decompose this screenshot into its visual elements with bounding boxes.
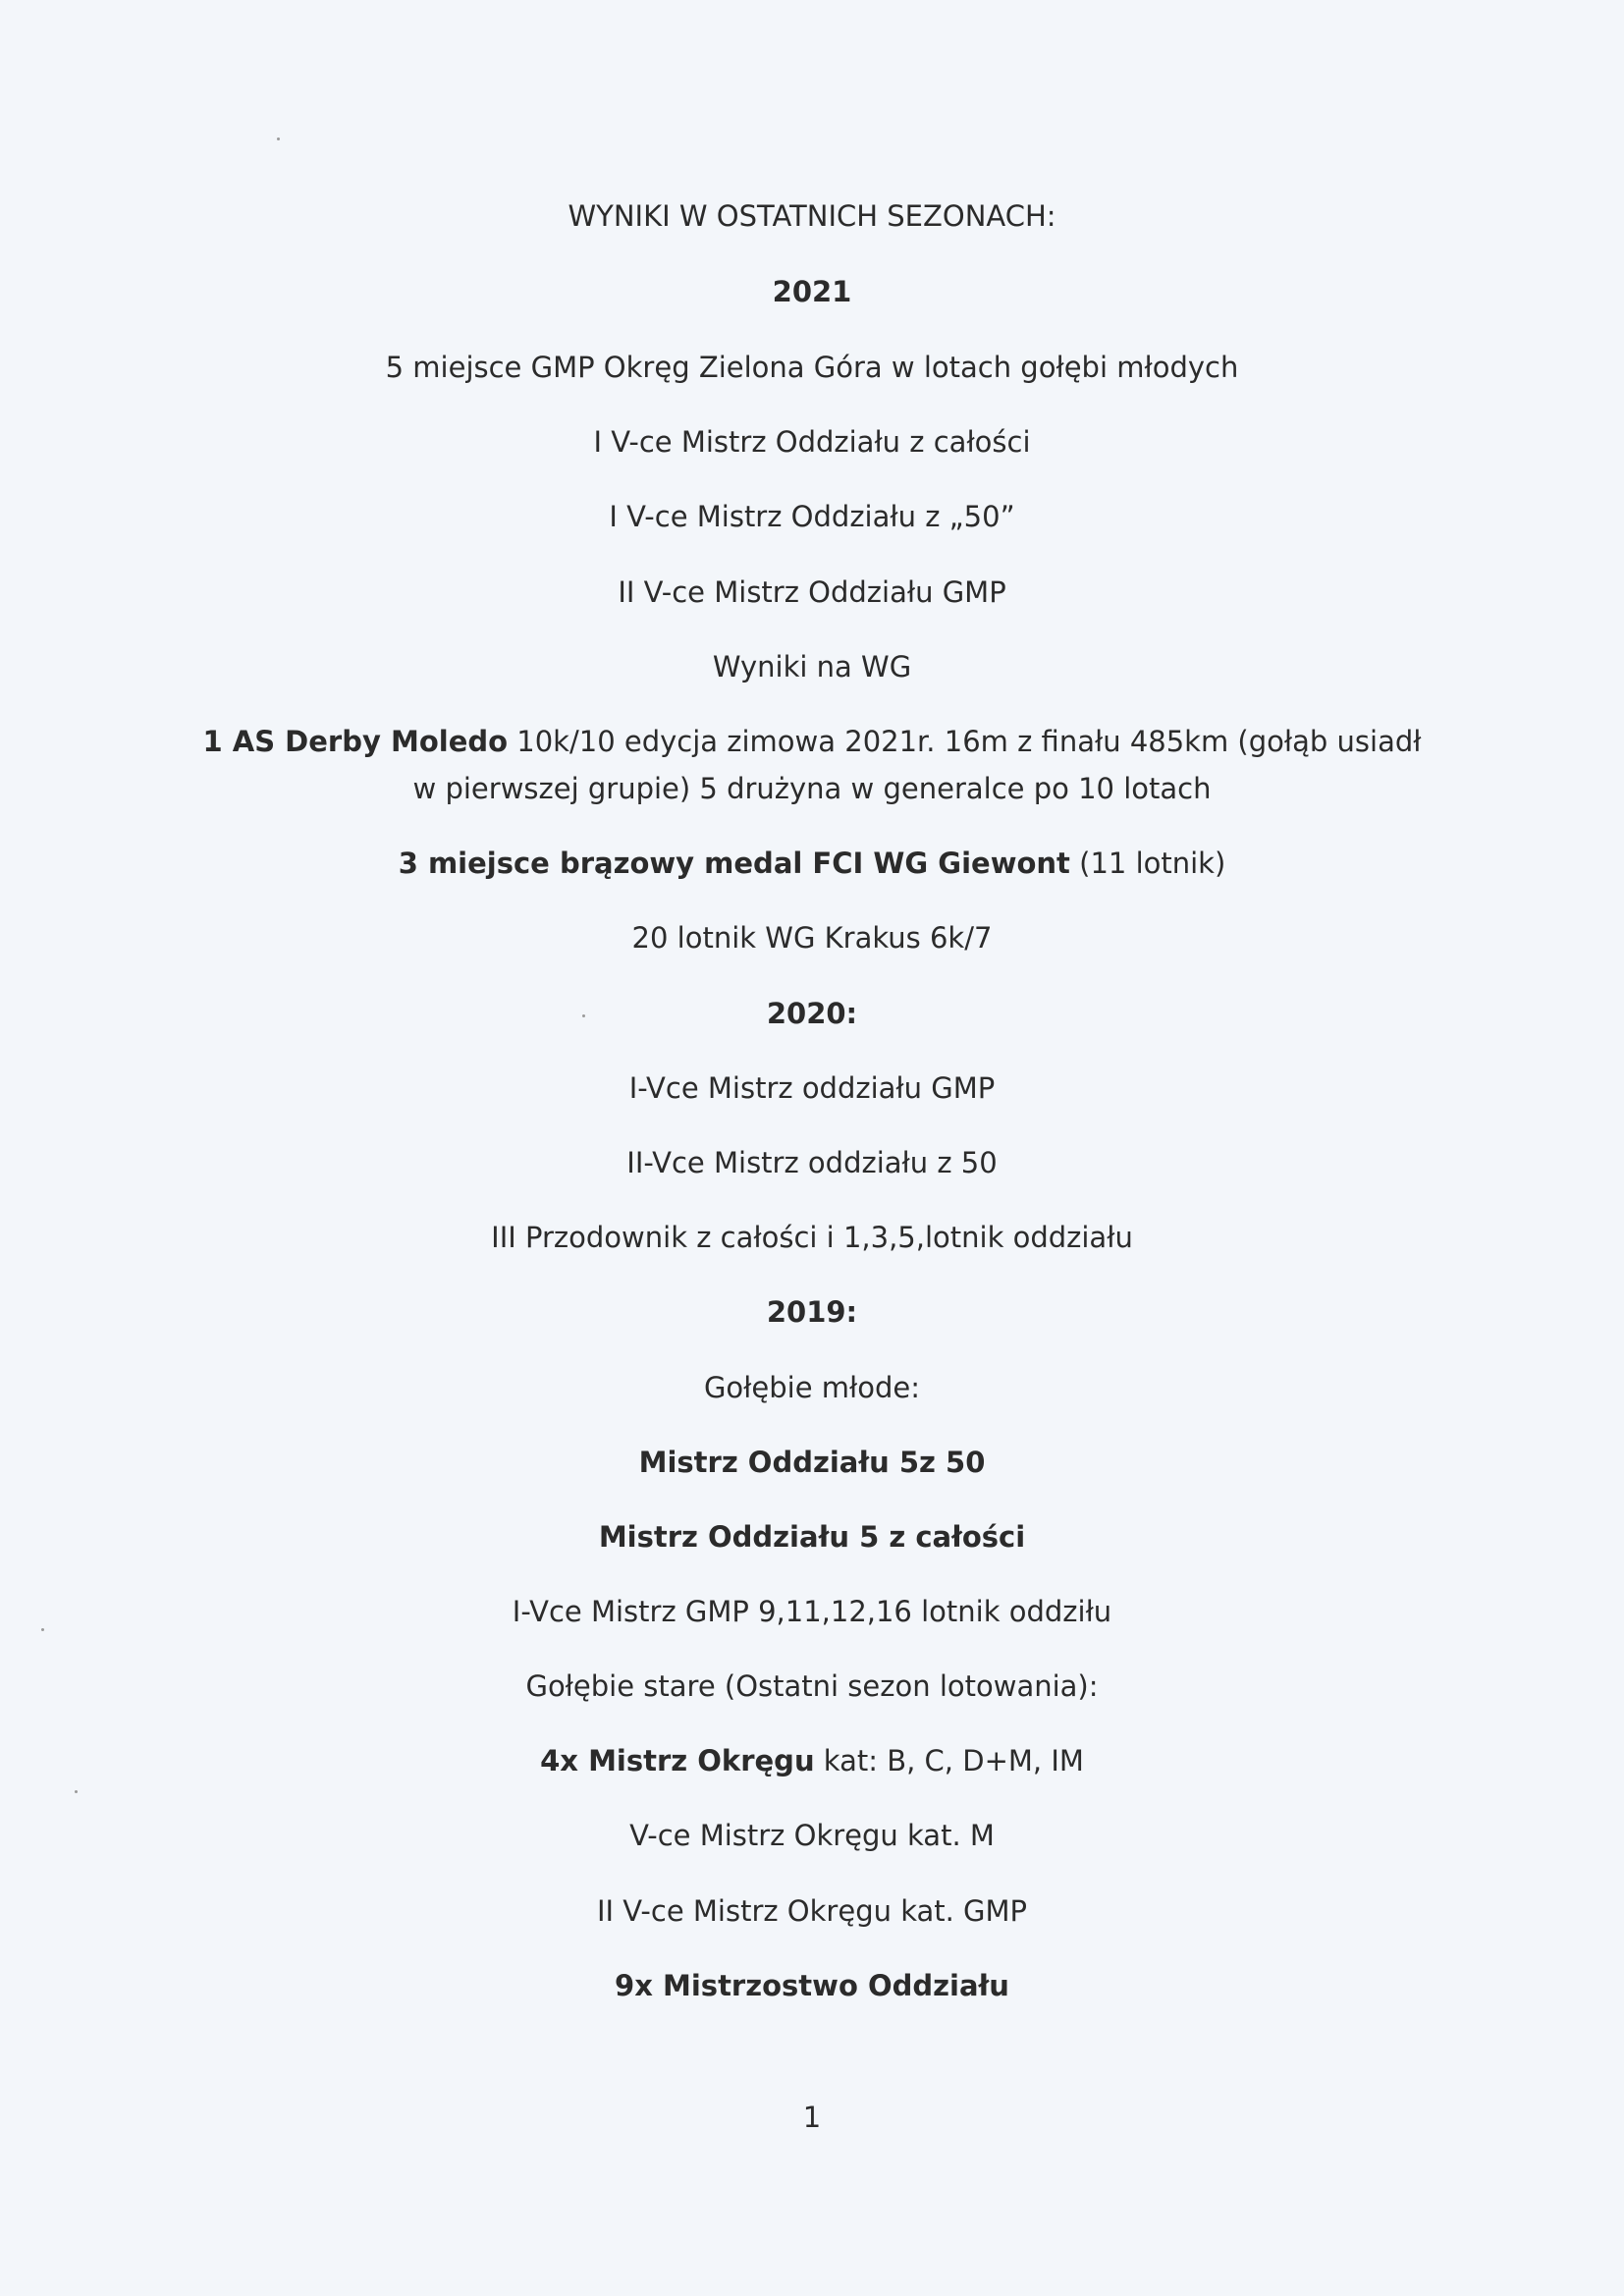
result-line-bold: 3 miejsce brązowy medal FCI WG Giewont bbox=[398, 847, 1070, 880]
result-line: I V-ce Mistrz Oddziału z całości bbox=[593, 425, 1031, 459]
result-line: II V-ce Mistrz Okręgu kat. GMP bbox=[596, 1894, 1028, 1928]
result-line bbox=[0, 844, 1624, 883]
result-line: 9x Mistrzostwo Oddziału bbox=[615, 1969, 1009, 2002]
result-line-text: (11 lotnik) bbox=[1069, 847, 1226, 880]
result-line: I V-ce Mistrz Oddziału z „50” bbox=[609, 500, 1015, 533]
document-heading: WYNIKI W OSTATNICH SEZONACH: bbox=[568, 199, 1056, 233]
year-2021-heading: 2021 bbox=[772, 275, 852, 308]
year-2020-heading: 2020: bbox=[766, 997, 858, 1030]
result-line: Mistrz Oddziału 5z 50 bbox=[638, 1446, 986, 1479]
result-line: I-Vce Mistrz oddziału GMP bbox=[628, 1071, 996, 1105]
result-line: Gołębie stare (Ostatni sezon lotowania): bbox=[525, 1669, 1099, 1703]
result-line: II V-ce Mistrz Oddziału GMP bbox=[618, 575, 1006, 609]
result-line bbox=[0, 1741, 1624, 1780]
page-number: 1 bbox=[802, 2101, 822, 2134]
result-line: Mistrz Oddziału 5 z całości bbox=[598, 1520, 1026, 1554]
scan-speck bbox=[75, 1790, 78, 1793]
result-line-bold: 1 AS Derby Moledo bbox=[202, 725, 509, 758]
result-line: III Przodownik z całości i 1,3,5,lotnik oddziału bbox=[491, 1221, 1133, 1254]
result-line-bold: 4x Mistrz Okręgu bbox=[540, 1744, 815, 1777]
result-line: I-Vce Mistrz GMP 9,11,12,16 lotnik oddziłu bbox=[512, 1595, 1112, 1628]
scan-speck bbox=[41, 1628, 44, 1631]
result-line: 20 lotnik WG Krakus 6k/7 bbox=[631, 921, 993, 955]
year-2019-heading: 2019: bbox=[766, 1295, 858, 1329]
result-line-text: kat: B, C, D+M, IM bbox=[814, 1744, 1084, 1777]
result-line: Gołębie młode: bbox=[703, 1371, 921, 1404]
result-line: w pierwszej grupie) 5 drużyna w generalce po 10 lotach bbox=[412, 772, 1212, 805]
result-line: Wyniki na WG bbox=[712, 650, 912, 683]
result-line: 5 miejsce GMP Okręg Zielona Góra w lotach gołębi młodych bbox=[385, 351, 1239, 384]
result-line: II-Vce Mistrz oddziału z 50 bbox=[626, 1146, 998, 1179]
result-line-text: 10k/10 edycja zimowa 2021r. 16m z finału 485km (gołąb usiadł bbox=[508, 725, 1422, 758]
scan-speck bbox=[582, 1014, 585, 1017]
scan-speck bbox=[277, 137, 280, 140]
result-line: V-ce Mistrz Okręgu kat. M bbox=[629, 1819, 995, 1852]
result-line bbox=[0, 722, 1624, 761]
